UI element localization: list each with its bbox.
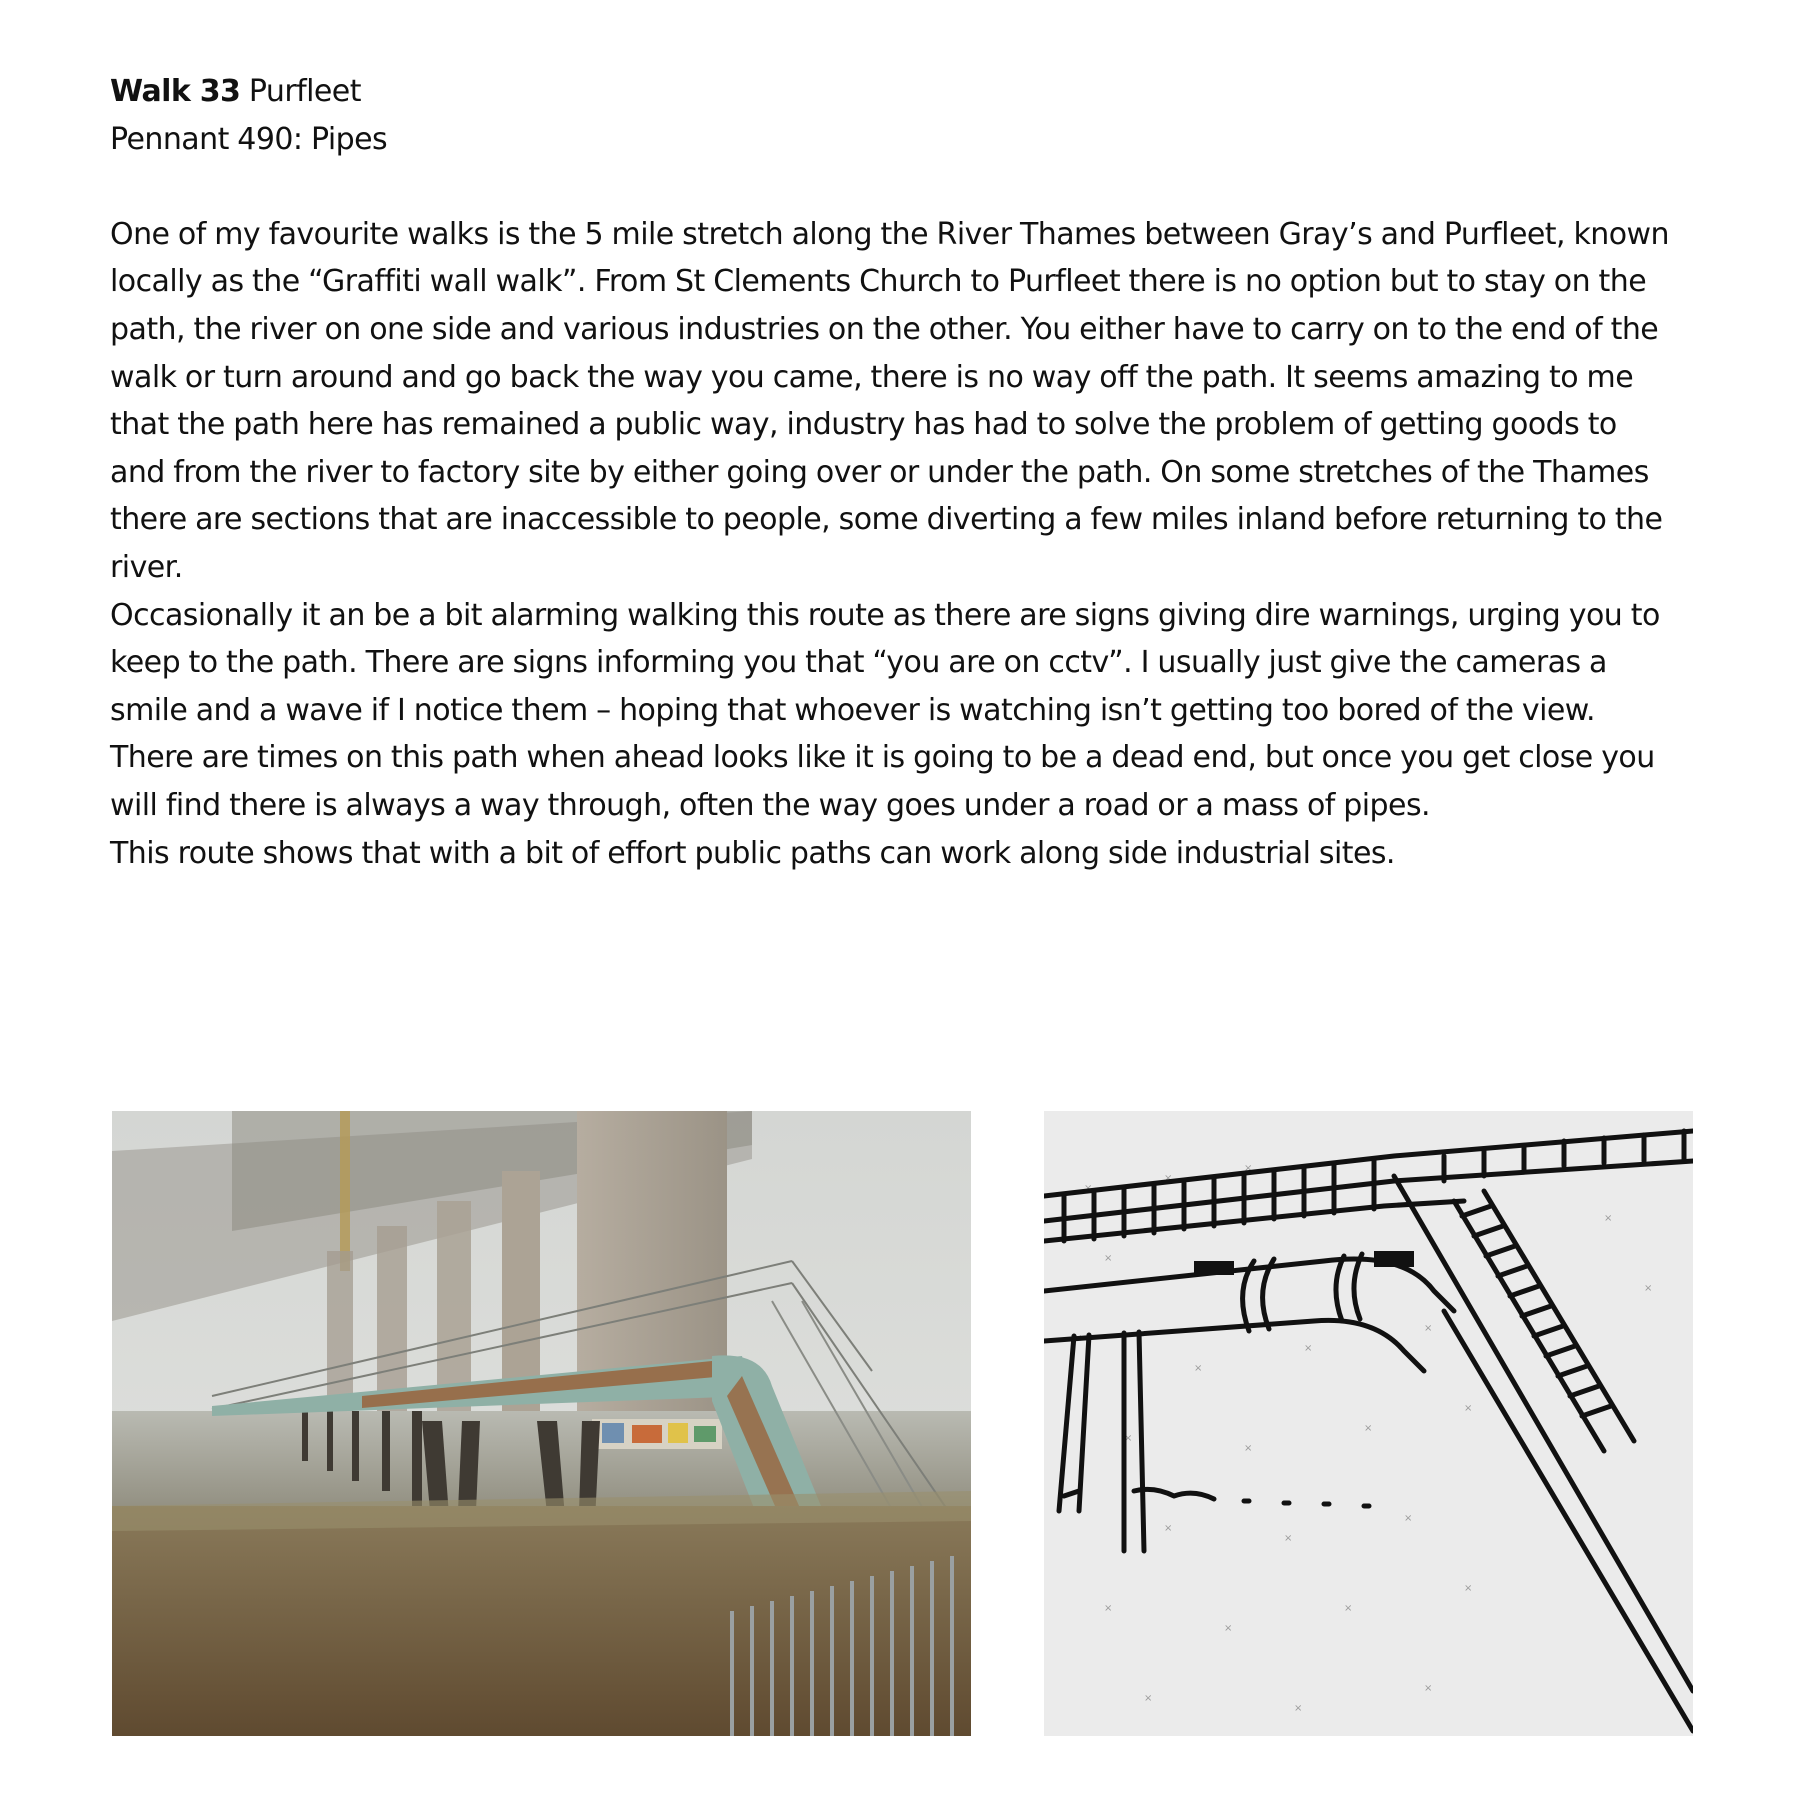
svg-text:×: ×	[1104, 1253, 1113, 1264]
pipeline-bridge-photo	[112, 1111, 971, 1736]
svg-text:×: ×	[1074, 1333, 1083, 1344]
svg-text:×: ×	[1244, 1443, 1253, 1454]
svg-text:×: ×	[1294, 1703, 1303, 1714]
article-text	[110, 68, 1670, 877]
svg-text:×: ×	[1404, 1513, 1413, 1524]
walk-label: Walk 33	[110, 74, 241, 109]
spacer	[110, 163, 1670, 211]
pennant-subtitle: Pennant 490: Pipes	[110, 121, 388, 157]
svg-text:×: ×	[1644, 1283, 1653, 1294]
svg-text:×: ×	[1144, 1693, 1153, 1704]
svg-text:×: ×	[1244, 1163, 1253, 1174]
paragraph-4: This route shows that with a bit of effort public paths can work along side industrial sites.	[110, 835, 1395, 871]
svg-text:×: ×	[1084, 1183, 1093, 1194]
svg-text:×: ×	[1164, 1523, 1173, 1534]
svg-text:×: ×	[1284, 1533, 1293, 1544]
drawing-svg	[1044, 1111, 1693, 1736]
svg-text:×: ×	[1124, 1433, 1133, 1444]
svg-text:×: ×	[1424, 1683, 1433, 1694]
pipeline-pen-drawing	[1044, 1111, 1693, 1736]
paragraph-3: There are times on this path when ahead looks like it is going to be a dead end, but once you get close you will find there is always a way through, often the way goes under a road or a mass of pipes.	[110, 740, 1655, 823]
svg-text:×: ×	[1224, 1623, 1233, 1634]
svg-text:×: ×	[1364, 1423, 1373, 1434]
svg-text:×: ×	[1464, 1403, 1473, 1414]
paragraph-1: One of my favourite walks is the 5 mile stretch along the River Thames between Gray’s and Purfleet, known locally as the “Graffiti wall walk”. From St Clements Church to Purfleet there is no option but to stay on the path, the river on one side and various industries on the other. You either have to carry on to the end of the walk or turn around and go back the way you came, there is no way off the path. It seems amazing to me that the path here has remained a public way, industry has had to solve the problem of getting goods to and from the river to factory site by either going over or under the path. On some stretches of the Thames there are sections that are inaccessible to people, some diverting a few miles inland before returning to the river.	[110, 216, 1670, 585]
svg-text:×: ×	[1194, 1363, 1203, 1374]
paragraph-2: Occasionally it an be a bit alarming walking this route as there are signs giving dire warnings, urging you to keep to the path. There are signs informing you that “you are on cctv”. I usually just give the cameras a smile and a wave if I notice them – hoping that whoever is watching isn’t getting too bored of the view.	[110, 597, 1660, 728]
svg-text:×: ×	[1604, 1213, 1613, 1224]
svg-text:×: ×	[1304, 1343, 1313, 1354]
page-title	[110, 68, 1670, 116]
svg-text:×: ×	[1344, 1603, 1353, 1614]
svg-text:×: ×	[1464, 1583, 1473, 1594]
svg-text:×: ×	[1104, 1603, 1113, 1614]
walk-place: Purfleet	[248, 74, 361, 109]
svg-text:×: ×	[1164, 1173, 1173, 1184]
photo-svg	[112, 1111, 971, 1736]
svg-text:×: ×	[1424, 1323, 1433, 1334]
